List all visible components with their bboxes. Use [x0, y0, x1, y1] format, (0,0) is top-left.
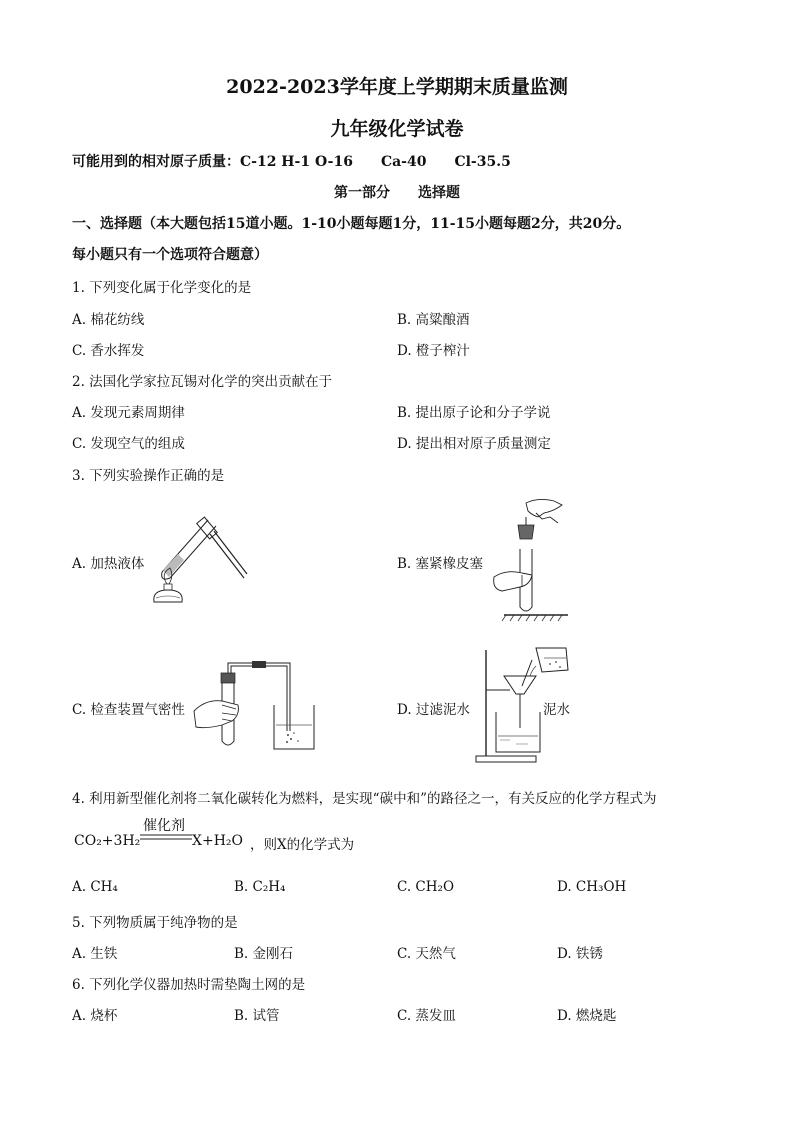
q4-option-a[interactable]: A. CH₄	[72, 879, 118, 895]
part-heading: 第一部分 选择题	[334, 185, 460, 201]
airtightness-figure	[192, 655, 322, 755]
q3-option-b[interactable]: B. 塞紧橡皮塞	[397, 556, 484, 572]
atomic-masses: 可能用到的相对原子质量：C-12 H-1 O-16 Ca-40 Cl-35.5	[72, 154, 511, 170]
q3-option-d[interactable]: D. 过滤泥水	[397, 702, 470, 718]
q5-stem: 5. 下列物质属于纯净物的是	[72, 915, 238, 931]
q4-stem: 4. 利用新型催化剂将二氧化碳转化为燃料，是实现“碳中和”的路径之一，有关反应的化学方程式为	[72, 791, 657, 807]
filtration-figure	[470, 640, 580, 765]
q4-catalyst-label: 催化剂	[143, 818, 185, 834]
q4-tail: ，则X的化学式为	[250, 837, 355, 853]
stopper-figure	[488, 495, 578, 625]
section-instructions-line1: 一、选择题（本大题包括15道小题。1-10小题每题1分，11-15小题每题2分，共20分。	[72, 216, 631, 232]
q3-stem: 3. 下列实验操作正确的是	[72, 468, 225, 484]
q6-stem: 6. 下列化学仪器加热时需垫陶土网的是	[72, 977, 306, 993]
q4-equation-right: X+H₂O	[192, 833, 243, 849]
q5-option-d[interactable]: D. 铁锈	[557, 946, 603, 962]
q2-option-c[interactable]: C. 发现空气的组成	[72, 436, 185, 452]
q2-stem: 2. 法国化学家拉瓦锡对化学的突出贡献在于	[72, 374, 333, 390]
exam-subtitle: 九年级化学试卷	[330, 118, 464, 140]
heating-liquid-figure	[150, 510, 250, 610]
q3-d-mud-label: 泥水	[543, 702, 570, 718]
q6-option-a[interactable]: A. 烧杯	[72, 1008, 118, 1024]
q6-option-b[interactable]: B. 试管	[234, 1008, 280, 1024]
q1-option-c[interactable]: C. 香水挥发	[72, 343, 145, 359]
q5-option-b[interactable]: B. 金刚石	[234, 946, 294, 962]
q4-option-c[interactable]: C. CH₂O	[397, 879, 455, 895]
exam-title: 2022-2023学年度上学期期末质量监测	[226, 76, 568, 98]
q4-option-d[interactable]: D. CH₃OH	[557, 879, 627, 895]
q1-stem: 1. 下列变化属于化学变化的是	[72, 280, 252, 296]
q1-option-d[interactable]: D. 橙子榨汁	[397, 343, 470, 359]
reaction-arrow	[140, 833, 192, 841]
q6-option-c[interactable]: C. 蒸发皿	[397, 1008, 456, 1024]
q1-option-a[interactable]: A. 棉花纺线	[72, 312, 145, 328]
q2-option-a[interactable]: A. 发现元素周期律	[72, 405, 185, 421]
q4-equation-left: CO₂+3H₂	[74, 833, 141, 849]
section-instructions-line2: 每小题只有一个选项符合题意）	[72, 247, 268, 263]
q3-option-a[interactable]: A. 加热液体	[72, 556, 145, 572]
q1-option-b[interactable]: B. 高粱酿酒	[397, 312, 470, 328]
q5-option-a[interactable]: A. 生铁	[72, 946, 118, 962]
q5-option-c[interactable]: C. 天然气	[397, 946, 456, 962]
q2-option-b[interactable]: B. 提出原子论和分子学说	[397, 405, 551, 421]
q3-option-c[interactable]: C. 检查装置气密性	[72, 702, 185, 718]
q4-option-b[interactable]: B. C₂H₄	[234, 879, 286, 895]
q2-option-d[interactable]: D. 提出相对原子质量测定	[397, 436, 551, 452]
q6-option-d[interactable]: D. 燃烧匙	[557, 1008, 617, 1024]
